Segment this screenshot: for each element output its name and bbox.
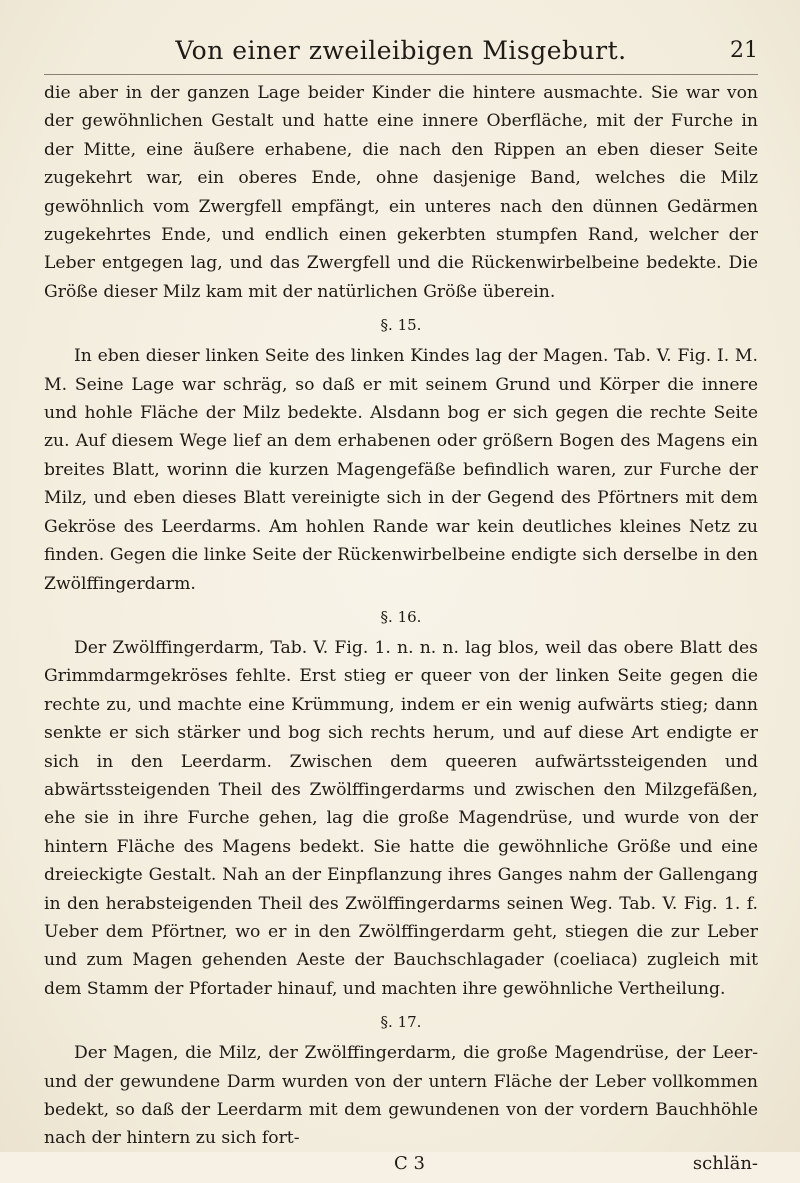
running-title: Von einer zweileibigen Misgeburt. xyxy=(175,36,627,65)
section-heading-15: §. 15. xyxy=(380,316,422,335)
section-heading-16: §. 16. xyxy=(380,607,422,626)
catchword: schlän- xyxy=(692,1152,758,1174)
page-number: 21 xyxy=(730,38,758,63)
section-heading-17: §. 17. xyxy=(380,1013,422,1032)
page-header xyxy=(44,30,758,75)
paragraph-duodenum: Der Zwölffingerdarm, Tab. V. Fig. 1. n. n. n. lag blos, weil das obere Blatt des Grimmdarmgekröses fehlte. Erst stieg er queer von der linken Seite gegen die rechte zu, und machte eine Krümmung, indem er ein wenig aufwärts stieg; dann senkte er sich stärker und bog sich rechts herum, und auf diese Art endigte er sich in den Leerdarm. Zwischen dem queeren aufwärtssteigenden und abwärtssteigenden Theil des Zwölffingerdarms und zwischen den Milzgefäßen, ehe sie in ihre Furche gehen, lag die große Magendrüse, und wurde von der hintern Fläche des Magens bedekt. Sie hatte die gewöhnliche Größe und eine dreieckigte Gestalt. Nah an der Einpflanzung ihres Ganges nahm der Gallengang in den herabsteigenden Theil des Zwölffingerdarms seinen Weg. Tab. V. Fig. 1. f. Ueber dem Pförtner, wo er in den Zwölffingerdarm geht, stiegen die zur Leber und zum Magen gehenden Aeste der Bauchschlagader (coeliaca) zugleich mit dem Stamm der Pfortader hinauf, und machten ihre gewöhnliche Vertheilung. xyxy=(44,637,758,999)
paragraph-spleen: die aber in der ganzen Lage beider Kinder die hintere ausmachte. Sie war von der gewöhnlichen Gestalt und hatte eine innere Oberfläche, mit der Furche in der Mitte, eine äußere erhabene, die nach den Rippen an eben dieser Seite zugekehrt war, ein oberes Ende, ohne dasjenige Band, welches die Milz gewöhnlich vom Zwergfell empfängt, ein unteres nach den dünnen Gedärmen zugekehrtes Ende, und endlich einen gekerbten stumpfen Rand, welcher der Leber entgegen lag, und das Zwergfell und die Rückenwirbelbeine bedekte. Die Größe dieser Milz kam mit der natürlichen Größe überein. xyxy=(44,83,758,302)
paragraph-stomach: In eben dieser linken Seite des linken Kindes lag der Magen. Tab. V. Fig. I. M. M. Seine Lage war schräg, so daß er mit seinem Grund und Körper die innere und hohle Fläche der Milz bedekte. Alsdann bog er sich gegen die rechte Seite zu. Auf diesem Wege lief an dem erhabenen oder größern Bogen des Magens ein breites Blatt, worinn die kurzen Magengefäße befindlich waren, zur Furche der Milz, und eben dieses Blatt vereinigte sich in der Gegend des Pförtners mit dem Gekröse des Leerdarms. Am hohlen Rande war kein deutliches kleines Netz zu finden. Gegen die linke Seite der Rückenwirbelbeine endigte sich derselbe in den Zwölffingerdarm. xyxy=(44,346,758,594)
paragraph-intestines: Der Magen, die Milz, der Zwölffingerdarm, die große Magendrüse, der Leer- und der gewundene Darm wurden von der untern Fläche der Leber vollkommen bedekt, so daß der Leerdarm mit dem gewundenen von der vordern Bauchhöhle nach der hintern zu sich fort- xyxy=(44,1043,758,1149)
signature-mark: C 3 xyxy=(394,1152,425,1174)
page-footer xyxy=(44,1153,758,1183)
